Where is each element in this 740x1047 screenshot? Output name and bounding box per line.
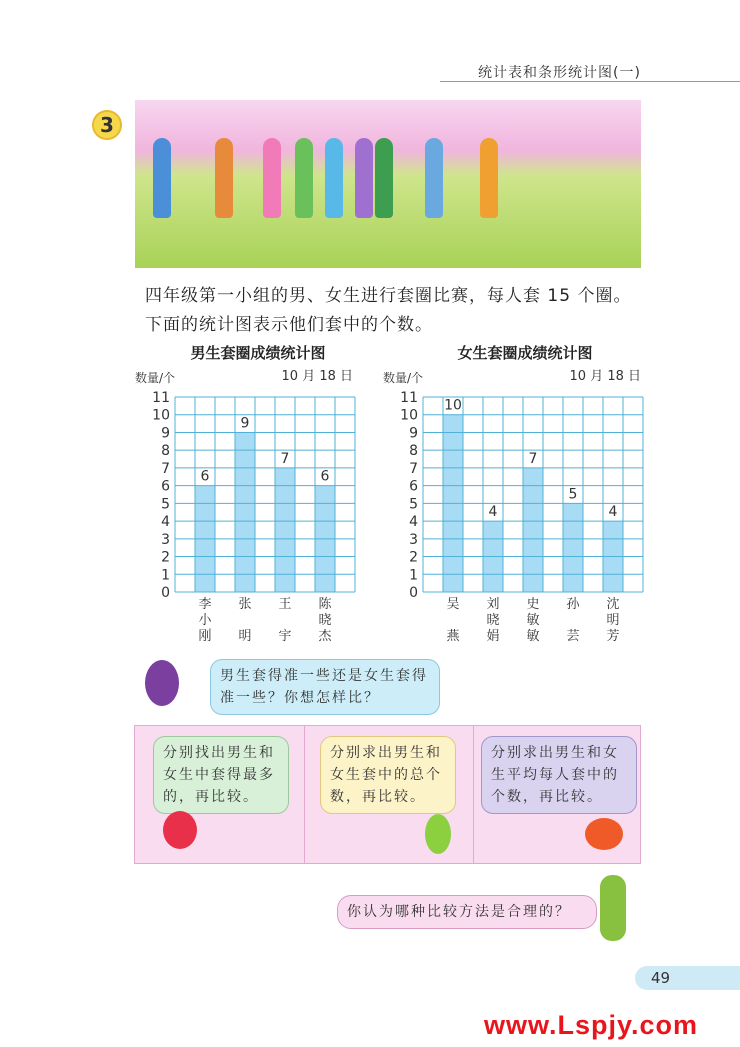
chart-date: 10 月 18 日 (281, 369, 353, 384)
method-bubble-total: 分别求出男生和女生套中的总个数，再比较。 (320, 736, 456, 814)
category-label-char: 张 (238, 597, 252, 612)
y-tick-label: 10 (400, 407, 418, 424)
category-label-char: 陈 (318, 597, 332, 612)
category-label-char: 王 (278, 597, 292, 612)
y-tick-label: 2 (161, 549, 170, 566)
category-label-char: 史 (526, 597, 540, 612)
bar-value-label: 7 (280, 450, 290, 467)
y-tick-label: 8 (161, 443, 170, 460)
bar-value-label: 9 (240, 415, 250, 432)
y-tick-label: 4 (161, 514, 170, 531)
chart-date: 10 月 18 日 (569, 369, 641, 384)
y-tick-label: 10 (152, 407, 170, 424)
y-axis-label: 数量/个 (383, 371, 424, 385)
y-tick-label: 11 (152, 390, 170, 406)
category-label-char: 宇 (278, 629, 292, 644)
category-label-char: 娟 (486, 629, 500, 644)
category-label-char: 晓 (486, 613, 500, 628)
page-number: 49 (635, 966, 740, 990)
y-tick-label: 6 (161, 478, 170, 495)
bar-value-label: 4 (608, 504, 618, 521)
category-label-char: 芸 (566, 629, 580, 644)
y-axis-label: 数量/个 (135, 371, 176, 385)
y-tick-label: 4 (409, 514, 418, 531)
category-label-char: 吴 (446, 597, 460, 612)
category-label-char: 燕 (446, 629, 460, 644)
category-label-char: 小 (198, 613, 212, 628)
eggplant-character (145, 660, 179, 706)
divider (304, 726, 305, 863)
watermark: www.Lspjy.com (484, 1010, 699, 1040)
category-label-char: 李 (198, 597, 212, 612)
category-label-char: 芳 (606, 629, 620, 644)
category-label-char: 刚 (198, 629, 212, 644)
y-tick-label: 5 (409, 496, 418, 513)
method-bubble-max: 分别找出男生和女生中套得最多的，再比较。 (153, 736, 289, 814)
method-bubble-average: 分别求出男生和女生平均每人套中的个数，再比较。 (481, 736, 637, 814)
category-label-char: 沈 (606, 597, 620, 612)
y-tick-label: 2 (409, 549, 418, 566)
chapter-title: 统计表和条形统计图(一) (478, 65, 641, 81)
problem-text: 四年级第一小组的男、女生进行套圈比赛，每人套 15 个圈。下面的统计图表示他们套中的个数。 (145, 286, 632, 335)
y-tick-label: 9 (161, 425, 170, 442)
divider (473, 726, 474, 863)
y-tick-label: 3 (409, 531, 418, 548)
category-label-char: 明 (238, 629, 252, 644)
category-label-char: 孙 (566, 597, 580, 612)
y-tick-label: 0 (161, 585, 170, 601)
category-label-char: 明 (606, 613, 620, 628)
category-label-char: 晓 (318, 613, 332, 628)
bar-value-label: 10 (444, 397, 462, 414)
bar-value-label: 6 (320, 468, 330, 485)
question-bubble: 男生套得准一些还是女生套得准一些？你想怎样比？ (210, 659, 440, 715)
y-tick-label: 0 (409, 585, 418, 601)
chart-title: 女生套圈成绩统计图 (457, 344, 593, 362)
y-tick-label: 11 (400, 390, 418, 406)
y-tick-label: 3 (161, 531, 170, 548)
y-tick-label: 7 (409, 460, 418, 477)
bar (523, 468, 543, 592)
bar-value-label: 6 (200, 468, 210, 485)
category-label-char: 敏 (526, 613, 540, 628)
bar-value-label: 5 (568, 486, 578, 503)
category-label-char: 敏 (526, 629, 540, 644)
y-tick-label: 9 (409, 425, 418, 442)
methods-panel (134, 725, 641, 864)
chart-title: 男生套圈成绩统计图 (190, 344, 326, 362)
y-tick-label: 5 (161, 496, 170, 513)
bar-value-label: 4 (488, 504, 498, 521)
tomato-character (585, 818, 623, 850)
category-label-char: 刘 (486, 597, 500, 612)
radish-character (163, 811, 197, 849)
y-tick-label: 1 (409, 567, 418, 584)
bar (563, 503, 583, 592)
y-tick-label: 1 (161, 567, 170, 584)
y-tick-label: 8 (409, 443, 418, 460)
pepper-character (425, 814, 451, 854)
y-tick-label: 7 (161, 460, 170, 477)
bar (235, 432, 255, 592)
final-question-bubble: 你认为哪种比较方法是合理的？ (337, 895, 597, 929)
bar (275, 468, 295, 592)
y-tick-label: 6 (409, 478, 418, 495)
example-number-badge: 3 (92, 110, 122, 140)
bean-character (600, 875, 626, 941)
bar-value-label: 7 (528, 450, 538, 467)
category-label-char: 杰 (318, 629, 332, 644)
